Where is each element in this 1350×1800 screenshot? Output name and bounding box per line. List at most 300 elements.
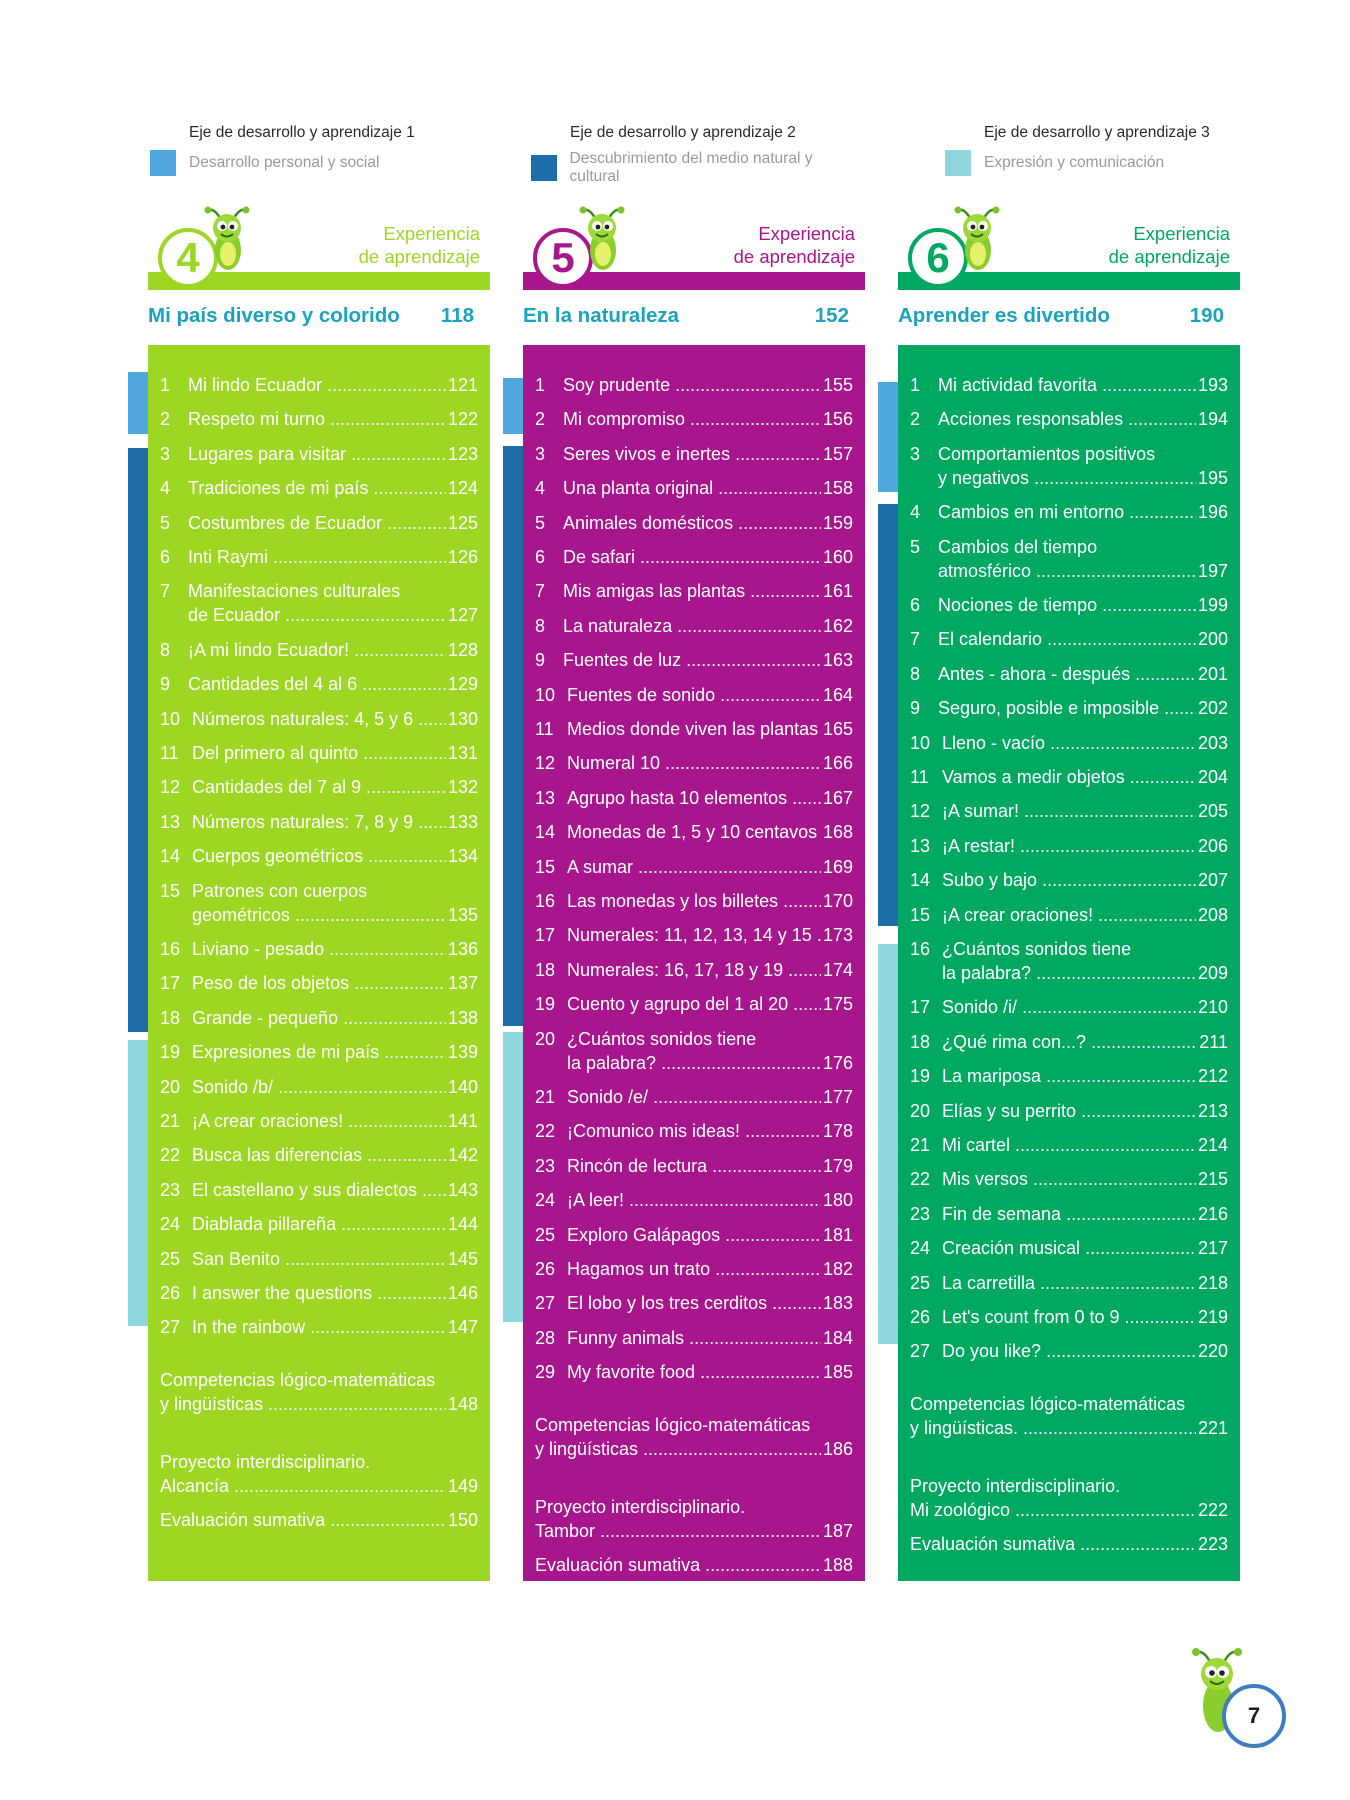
list-item[interactable] [910,1064,1228,1088]
list-item-page: 207 [1197,870,1228,891]
list-item-number: 1 [910,375,921,395]
list-item-page: 203 [1197,732,1228,753]
list-item-number: 2 [910,409,921,430]
section-item[interactable] [910,1474,1228,1522]
list-item[interactable] [910,696,1228,720]
list-item-number: 29 [535,1362,556,1383]
experience-title [898,304,1240,336]
list-item-label-cont: geométricos ..... [192,903,446,927]
list-item-page: 199 [1197,595,1228,615]
experience-title-page: 152 [814,304,849,327]
list-item-label: ¿Qué rima con...? ..... [942,1030,1197,1054]
section-item-label: Tambor ..... [535,1519,821,1543]
experience-title-page: 118 [440,304,474,327]
list-item-label: Do you like? ..... [942,1339,1196,1363]
list-item[interactable] [160,1040,478,1064]
list-item-page: 157 [822,443,853,464]
list-item-label: Seres vivos e inertes ..... [563,442,821,466]
list-item[interactable] [160,844,478,868]
page-number-text: 7 [1247,1703,1261,1728]
section-item[interactable] [160,1508,478,1532]
list-item-label: Funny animals ..... [567,1326,821,1350]
list-item[interactable] [535,1223,853,1247]
list-item-number: 3 [910,443,921,464]
mascot-icon [575,206,631,278]
list-item-page: 167 [822,787,853,808]
list-item-number: 26 [910,1307,931,1327]
list-item-label: Antes - ahora - después ..... [938,662,1196,686]
list-item[interactable] [160,1315,478,1339]
section-item[interactable] [535,1553,853,1577]
list-item-number: 12 [160,777,181,798]
list-item[interactable] [535,545,853,569]
list-item[interactable] [160,1178,478,1202]
list-item[interactable] [535,1360,853,1384]
section-item[interactable] [910,1392,1228,1440]
list-item-number: 13 [535,787,556,808]
experience-title-text: Mi país diverso y colorido [148,304,400,327]
experience-label-line2: de aprendizaje [358,246,480,267]
list-item-number: 9 [535,650,546,671]
list-item-line2 [910,466,1228,490]
list-item-label: De safari ..... [563,545,821,569]
experience-header-6 [898,206,1240,290]
list-item[interactable] [160,707,478,731]
experience-header-5 [523,206,865,290]
list-item[interactable] [535,614,853,638]
list-item-label: Rincón de lectura ..... [567,1154,821,1178]
list-item[interactable] [535,923,853,947]
list-item[interactable] [910,662,1228,686]
list-item[interactable] [160,879,478,927]
list-item-label: Una planta original ..... [563,476,821,500]
list-item-page: 216 [1197,1203,1228,1224]
list-item[interactable] [910,442,1228,490]
list-item-label: Soy prudente ..... [563,373,821,397]
list-item[interactable] [535,1188,853,1212]
section-item-page: 149 [447,1475,478,1496]
list-item-page: 140 [447,1076,478,1097]
list-item-page: 127 [447,605,478,626]
list-item-label: Costumbres de Ecuador ..... [188,511,446,535]
list-item-label: ¡A mi lindo Ecuador! ..... [188,638,446,662]
list-item[interactable] [535,820,853,844]
list-item-number: 4 [535,478,546,499]
list-item[interactable] [535,579,853,603]
list-item-number: 12 [535,753,556,774]
list-item[interactable] [910,1271,1228,1295]
list-item[interactable] [535,1291,853,1315]
list-item-page: 130 [447,708,478,729]
list-item-page: 168 [822,822,853,843]
list-item[interactable] [535,407,853,431]
list-item-label: Lugares para visitar ..... [188,442,446,466]
list-item-page: 156 [822,409,853,430]
list-item[interactable] [535,717,853,741]
list-item-label: Hagamos un trato ..... [567,1257,821,1281]
list-item-label: A sumar ..... [567,855,821,879]
list-item-page: 182 [822,1259,853,1279]
list-item[interactable] [910,995,1228,1019]
list-item-page: 179 [822,1155,853,1176]
list-item-page: 132 [447,777,478,798]
list-item-number: 15 [535,856,556,877]
list-item-page: 183 [822,1293,853,1314]
list-item-number: 20 [160,1076,181,1097]
section-item[interactable] [535,1495,853,1543]
list-item-label: Busca las diferencias ..... [192,1143,446,1167]
list-item-line2 [535,1051,853,1075]
list-item[interactable] [910,1202,1228,1226]
list-item-line2 [910,961,1228,985]
list-item-number: 25 [535,1224,556,1245]
list-item-number: 19 [910,1066,931,1087]
list-item[interactable] [910,1133,1228,1157]
list-item[interactable] [910,731,1228,755]
list-item-page: 124 [447,478,478,499]
list-item[interactable] [160,1006,478,1030]
section-item-line1: Competencias lógico-matemáticas [910,1393,1186,1414]
list-item-number: 17 [910,997,931,1018]
list-item-page: 200 [1197,629,1228,650]
list-item-label: Peso de los objetos ..... [192,971,446,995]
list-item-number: 2 [535,409,546,430]
list-item-label: Cambios en mi entorno ..... [938,500,1196,524]
list-item-number: 15 [160,880,181,901]
list-item-label: Mi lindo Ecuador ..... [188,373,446,397]
list-item-label: Mis versos ..... [942,1167,1196,1191]
list-item-page: 194 [1197,409,1228,430]
list-item[interactable] [535,751,853,775]
list-item-number: 26 [160,1283,181,1303]
list-item-number: 10 [160,708,181,729]
list-item[interactable] [910,1030,1228,1054]
list-item-number: 16 [160,939,181,959]
axis-strip [878,504,898,926]
section-item-line2 [910,1532,1228,1556]
list-item[interactable] [160,1143,478,1167]
list-item-number: 14 [910,870,931,891]
experience-title-text: Aprender es divertido [898,304,1110,327]
list-item-page: 169 [822,856,853,877]
list-item[interactable] [910,593,1228,617]
list-item-label-cont: atmosférico ..... [938,559,1196,583]
experience-number-badge: 4 [158,228,218,288]
list-item-label: Subo y bajo ..... [942,868,1196,892]
list-item[interactable] [535,1257,853,1281]
list-item-line2 [160,903,478,927]
list-item-label: Las monedas y los billetes ..... [567,889,821,913]
list-item[interactable] [535,889,853,913]
list-item[interactable] [910,937,1228,985]
experience-label-line1: Experiencia [1133,223,1230,244]
list-item-page: 126 [447,547,478,567]
list-item[interactable] [535,1119,853,1143]
list-item-page: 220 [1197,1341,1228,1362]
list-item[interactable] [910,1339,1228,1363]
experience-label-line2: de aprendizaje [1108,246,1230,267]
list-item-label: Números naturales: 7, 8 y 9 ..... [192,810,446,834]
list-item-number: 24 [910,1238,931,1259]
list-item[interactable] [910,765,1228,789]
list-item-label: Vamos a medir objetos ..... [942,765,1196,789]
list-item[interactable] [535,511,853,535]
contents-panel-6 [898,345,1240,1581]
list-item-number: 27 [910,1341,931,1362]
list-item-number: 22 [535,1121,556,1142]
list-item-label: Manifestaciones culturales [188,581,401,602]
list-item[interactable] [160,511,478,535]
list-item[interactable] [535,373,853,397]
list-item-number: 15 [910,904,931,925]
list-item-label: ¡A sumar! ..... [942,799,1196,823]
list-item-number: 8 [160,639,171,660]
section-item[interactable] [535,1413,853,1461]
list-item-number: 5 [910,536,921,557]
list-item[interactable] [535,1154,853,1178]
list-item-page: 143 [447,1179,478,1200]
list-item[interactable] [160,579,478,627]
experience-title [148,304,490,336]
list-item-label: La carretilla ..... [942,1271,1196,1295]
list-item-page: 144 [447,1214,478,1235]
list-item-number: 19 [535,994,556,1015]
experience-label-line1: Experiencia [383,223,480,244]
list-item-label: Exploro Galápagos ..... [567,1223,821,1247]
axis-name: Desarrollo personal y social [189,154,380,171]
section-item-line1: Proyecto interdisciplinario. [910,1475,1121,1496]
list-item-number: 6 [910,595,921,615]
list-item-page: 133 [447,811,478,832]
list-item-label-cont: de Ecuador ..... [188,603,446,627]
list-item[interactable] [160,810,478,834]
list-item[interactable] [160,545,478,569]
list-item-page: 163 [822,650,853,671]
list-item-page: 180 [822,1190,853,1211]
axis-title: Eje de desarrollo y aprendizaje 3 [984,124,1210,141]
list-item[interactable] [910,834,1228,858]
list-item[interactable] [160,937,478,961]
list-item-page: 138 [447,1007,478,1028]
list-item-label: Diablada pillareña ..... [192,1212,446,1236]
list-item-page: 139 [447,1042,478,1063]
list-item-label: Monedas de 1, 5 y 10 centavos ..... [567,820,821,844]
list-item[interactable] [535,958,853,982]
list-item-number: 8 [535,615,546,636]
list-item-page: 212 [1197,1066,1228,1087]
list-item-number: 21 [160,1111,181,1131]
list-item-page: 146 [447,1283,478,1303]
list-item-number: 20 [535,1028,556,1049]
list-item-line1 [910,937,1228,961]
list-item[interactable] [535,786,853,810]
list-item[interactable] [535,855,853,879]
list-item[interactable] [535,1326,853,1350]
list-item-page: 201 [1197,663,1228,684]
list-item[interactable] [160,638,478,662]
list-item-label: Cuento y agrupo del 1 al 20 ..... [567,992,821,1016]
list-item-number: 17 [160,973,181,994]
list-item-number: 3 [535,443,546,464]
section-item-page: 148 [447,1393,478,1414]
list-item-page: 129 [447,674,478,695]
list-item-number: 9 [910,698,921,719]
list-item-number: 25 [160,1248,181,1269]
list-item[interactable] [535,683,853,707]
list-item[interactable] [910,799,1228,823]
list-item-number: 5 [160,512,171,533]
list-item-number: 13 [910,835,931,856]
axis-strip [503,378,523,434]
list-item-line1 [160,879,478,903]
experience-title-page: 190 [1189,304,1224,327]
experience-number-badge: 5 [533,228,593,288]
list-item-number: 14 [535,822,556,843]
section-item-page: 221 [1197,1417,1228,1438]
list-item-label: Acciones responsables ..... [938,407,1196,431]
section-item-page: 222 [1197,1499,1228,1520]
list-item-page: 142 [447,1145,478,1166]
list-item-page: 184 [822,1327,853,1348]
list-item[interactable] [910,500,1228,524]
list-item-label: Fin de semana ..... [942,1202,1196,1226]
mascot-icon [950,206,1006,278]
section-item[interactable] [160,1368,478,1416]
axis-strip [128,372,148,434]
section-item-label: Mi zoológico ..... [910,1498,1196,1522]
list-item[interactable] [910,1305,1228,1329]
list-item-line1 [910,535,1228,559]
list-item[interactable] [910,1099,1228,1123]
list-item[interactable] [160,1212,478,1236]
list-item-label: Del primero al quinto ..... [192,741,446,765]
contents-panel-5 [523,345,865,1581]
list-item[interactable] [910,407,1228,431]
list-item-label: I answer the questions ..... [192,1281,446,1305]
section-item-line2 [535,1437,853,1461]
list-item-label: Cuerpos geométricos ..... [192,844,446,868]
list-item-label: ¿Cuántos sonidos tiene [942,939,1132,959]
axis-color-swatch [945,150,971,176]
list-item[interactable] [160,476,478,500]
list-item-page: 147 [447,1317,478,1338]
list-item[interactable] [535,1027,853,1075]
list-item[interactable] [160,1075,478,1099]
list-item-page: 170 [822,891,853,911]
list-item-page: 181 [822,1224,853,1245]
list-item-number: 2 [160,409,171,430]
list-item-page: 137 [447,973,478,994]
list-item[interactable] [910,373,1228,397]
list-item-page: 208 [1197,904,1228,925]
list-item-label-cont: la palabra? ..... [567,1051,821,1075]
list-item[interactable] [535,1085,853,1109]
list-item[interactable] [910,868,1228,892]
list-item-number: 21 [535,1087,556,1107]
list-item[interactable] [160,1247,478,1271]
list-item-number: 6 [160,547,171,567]
list-item[interactable] [160,1109,478,1133]
list-item[interactable] [535,442,853,466]
list-item-page: 178 [822,1121,853,1142]
list-item-label: Cantidades del 4 al 6 ..... [188,672,446,696]
list-item-number: 9 [160,674,171,695]
experience-label [734,222,855,268]
list-item-label: Numerales: 16, 17, 18 y 19 ..... [567,958,821,982]
list-item-label: El lobo y los tres cerditos ..... [567,1291,821,1315]
list-item-number: 6 [535,547,546,567]
list-item-number: 7 [160,581,171,602]
list-item[interactable] [160,741,478,765]
list-item-label: Tradiciones de mi país ..... [188,476,446,500]
section-item[interactable] [160,1450,478,1498]
list-item[interactable] [910,627,1228,651]
list-item[interactable] [910,1167,1228,1191]
list-item-number: 26 [535,1259,556,1279]
list-item[interactable] [535,476,853,500]
section-item-line2 [160,1392,478,1416]
list-item[interactable] [160,407,478,431]
list-item-page: 125 [447,512,478,533]
section-item-label: Alcancía ..... [160,1474,446,1498]
list-item-number: 1 [535,375,546,395]
list-item[interactable] [160,672,478,696]
list-item-page: 205 [1197,801,1228,822]
list-item-line1 [535,1027,853,1051]
list-item[interactable] [160,373,478,397]
experience-title [523,304,865,336]
list-item-page: 210 [1197,997,1228,1018]
list-item-number: 7 [535,581,546,602]
section-item-page: 186 [822,1438,853,1459]
axis-title: Eje de desarrollo y aprendizaje 1 [189,124,415,141]
list-item[interactable] [910,1236,1228,1260]
experience-label-line1: Experiencia [758,223,855,244]
experience-label-line2: de aprendizaje [733,246,855,267]
list-item-label: Numeral 10 ..... [567,751,821,775]
list-item-page: 214 [1197,1135,1228,1155]
axis-row [945,150,1275,176]
list-item[interactable] [160,442,478,466]
list-item-page: 123 [447,443,478,464]
list-item[interactable] [160,1281,478,1305]
list-item-number: 22 [160,1145,181,1166]
list-item[interactable] [535,992,853,1016]
list-item-number: 1 [160,375,171,395]
list-item-label: El castellano y sus dialectos ..... [192,1178,446,1202]
axis-color-swatch [150,150,176,176]
list-item[interactable] [160,971,478,995]
list-item-page: 160 [822,547,853,567]
experience-label [1109,222,1230,268]
list-item[interactable] [160,775,478,799]
section-item-line2 [535,1519,853,1543]
section-item-line2 [160,1508,478,1532]
list-item[interactable] [910,535,1228,583]
section-item-label: Evaluación sumativa ..... [160,1508,446,1532]
list-item[interactable] [910,903,1228,927]
list-item[interactable] [535,648,853,672]
list-item-page: 134 [447,846,478,867]
axis-strip [878,944,898,1344]
list-item-number: 23 [160,1179,181,1200]
list-item-page: 162 [822,615,853,636]
section-item[interactable] [910,1532,1228,1556]
list-item-label-cont: la palabra? ..... [942,961,1196,985]
list-item-label: In the rainbow ..... [192,1315,446,1339]
list-item-label: Seguro, posible e imposible ..... [938,696,1196,720]
list-item-number: 27 [535,1293,556,1314]
